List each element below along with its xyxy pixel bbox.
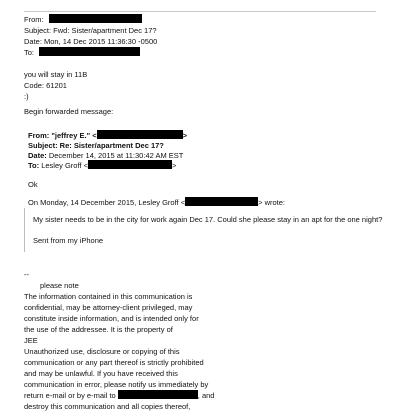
outer-to-label: To:: [24, 48, 35, 57]
redacted-block: [97, 130, 183, 139]
outer-from-label: From:: [24, 15, 44, 24]
redacted-block: [185, 197, 258, 206]
redacted-block: [88, 160, 172, 169]
please-note: please note: [40, 281, 79, 290]
reply-attribution: [28, 197, 285, 208]
fwd-date-value: December 14, 2015 at 11:30:42 AM EST: [46, 151, 184, 160]
fwd-date-label: Date:: [28, 151, 47, 160]
fwd-to-label: To:: [28, 161, 40, 170]
quoted-line-1: My sister needs to be in the city for work again Dec 17. Could she please stay in an apt for the one night?: [33, 215, 383, 224]
quoted-line-2: Sent from my iPhone: [33, 236, 104, 245]
fwd-from-suffix: >: [182, 131, 187, 140]
disclaimer-line: communication in error, please notify us immediately by: [24, 380, 209, 389]
forward-intro: Begin forwarded message:: [24, 107, 114, 116]
fwd-to-value: Lesley Groff <: [39, 161, 88, 170]
disclaimer-line: and may be unlawful. If you have received this: [24, 369, 178, 378]
fwd-from-prefix: From: "jeffrey E." <: [28, 131, 97, 140]
redacted-block: [49, 14, 142, 23]
email-prefix: return e-mail or by e-mail to: [24, 391, 118, 400]
redacted-block: [39, 47, 140, 56]
email-suffix: , and: [197, 391, 215, 400]
attribution-prefix: On Monday, 14 December 2015, Lesley Groff <: [28, 198, 186, 207]
body-line-2: Code: 61201: [24, 81, 67, 90]
body-line-3: :): [24, 92, 29, 101]
disclaimer-last-line: destroy this communication and all copies thereof,: [24, 402, 191, 411]
outer-subject: Subject: Fwd: Sister/apartment Dec 17?: [24, 26, 157, 35]
fwd-to-suffix: >: [171, 161, 177, 170]
fwd-to-line: [28, 160, 176, 171]
disclaimer-line: communication or any part thereof is strictly prohibited: [24, 358, 204, 367]
body-line-1: you will stay in 11B: [24, 70, 88, 79]
attribution-suffix: > wrote:: [258, 198, 285, 207]
disclaimer-line: constitute inside information, and is intended only for: [24, 314, 199, 323]
quote-bar: [24, 208, 25, 252]
disclaimer-line: JEE: [24, 336, 38, 345]
outer-from-line: [24, 14, 142, 25]
outer-date: Date: Mon, 14 Dec 2015 11:36:30 -0500: [24, 37, 158, 46]
disclaimer-line: confidential, may be attorney-client privileged, may: [24, 303, 193, 312]
disclaimer-email-line: [24, 390, 214, 401]
signature-dashes: --: [24, 270, 29, 279]
outer-to-line: [24, 47, 140, 58]
disclaimer-line: Unauthorized use, disclosure or copying of this: [24, 347, 180, 356]
disclaimer-line: The information contained in this communication is: [24, 292, 193, 301]
top-divider: [24, 11, 376, 12]
redacted-block: [118, 390, 198, 399]
fwd-subject: Subject: Re: Sister/apartment Dec 17?: [28, 141, 164, 150]
reply-text: Ok: [28, 180, 38, 189]
disclaimer-line: the use of the addressee. It is the property of: [24, 325, 173, 334]
